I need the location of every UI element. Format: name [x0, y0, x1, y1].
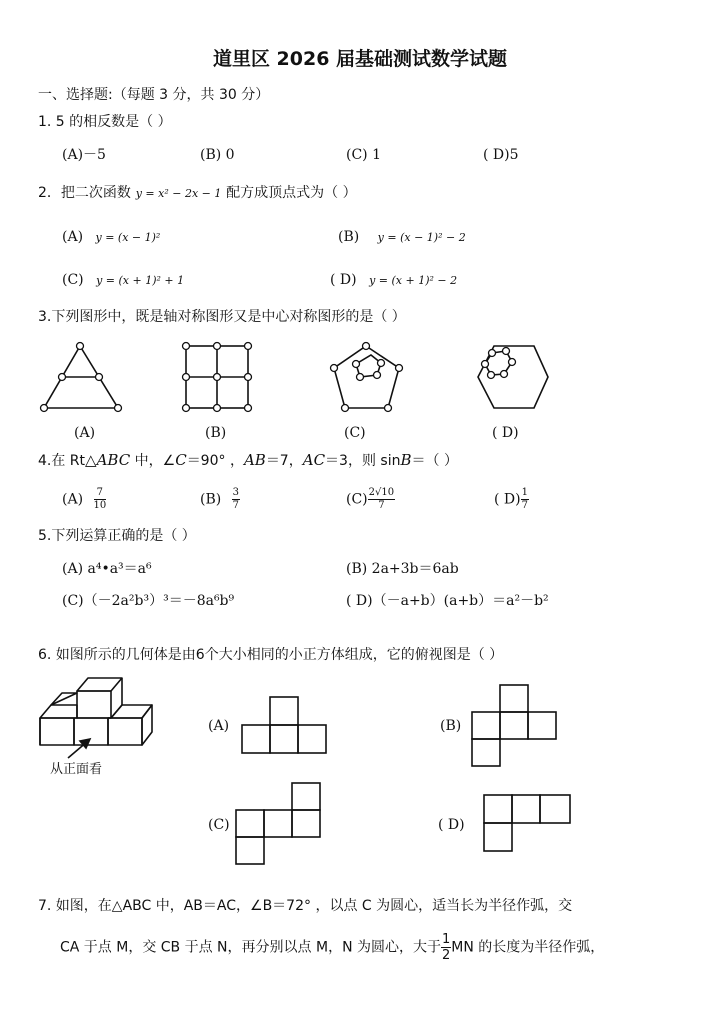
q3-figure-a	[41, 343, 122, 412]
q4-a-den: 10	[93, 500, 107, 511]
q7-half-fraction	[441, 932, 451, 963]
q4-text-5: ＝3，则 sin	[325, 453, 401, 469]
q4-option-b-label: (B)	[200, 491, 222, 508]
q2-prefix: 2．把二次函数	[38, 185, 131, 201]
q4-angle-b: B	[400, 451, 412, 469]
q3-figure-d	[478, 346, 548, 408]
q2-suffix: 配方成顶点式为（ ）	[226, 185, 357, 201]
question-4	[38, 451, 458, 470]
q6-option-d-figure	[484, 795, 570, 851]
q4-option-a	[62, 487, 106, 512]
q5-option-a: (A) a⁴•a³＝a⁶	[62, 561, 152, 577]
q4-option-d-label: ( D)	[494, 491, 521, 508]
q4-option-b-fraction	[232, 487, 240, 512]
q4-option-a-label: (A)	[62, 491, 84, 508]
q4-b-num: 3	[232, 487, 240, 498]
q2-option-b-label: (B)	[338, 229, 360, 245]
q2-option-d-expr: y = (x + 1)² − 2	[369, 274, 458, 287]
q4-angle-c: C	[175, 451, 187, 469]
q4-a-num: 7	[94, 487, 107, 500]
page-title: 道里区 2026 届基础测试数学试题	[212, 48, 508, 70]
question-6: 6. 如图所示的几何体是由6个大小相同的小正方体组成，它的俯视图是（ ）	[38, 647, 504, 663]
q3-label-a: (A)	[74, 425, 96, 441]
q2-option-a-expr: y = (x − 1)²	[95, 231, 161, 244]
q2-option-a-label: (A)	[62, 229, 84, 245]
question-3: 3.下列图形中，既是轴对称图形又是中心对称图形的是（ ）	[38, 309, 406, 325]
q4-b-den: 7	[232, 500, 240, 511]
q4-side-ac: AC	[302, 451, 326, 469]
question-7-line-2	[60, 932, 604, 963]
view-arrow-icon	[68, 739, 90, 758]
q6-option-c-figure	[236, 783, 320, 864]
q4-text-3: ＝90° ，	[186, 453, 244, 469]
section-heading: 一、选择题:（每题 3 分，共 30 分）	[38, 87, 270, 103]
front-view-label: 从正面看	[50, 762, 103, 777]
q1-option-d: ( D)5	[483, 147, 519, 163]
q4-option-b	[200, 487, 240, 512]
q4-c-den: 7	[378, 500, 385, 511]
q3-figure-c	[331, 343, 403, 412]
question-7-line-1: 7. 如图，在△ABC 中，AB＝AC，∠B＝72° ，以点 C 为圆心，适当长为半径作弧，交	[38, 898, 573, 914]
q2-function: y = x² − 2x − 1	[135, 187, 222, 200]
q3-label-c: (C)	[344, 425, 366, 441]
q4-option-d-fraction	[521, 487, 529, 512]
q4-option-d	[494, 487, 529, 512]
q6-label-b: (B)	[440, 718, 462, 734]
q1-option-b: (B) 0	[200, 147, 235, 163]
q3-figure-b	[183, 343, 252, 412]
q6-label-d: ( D)	[438, 817, 465, 833]
q4-side-ab: AB	[243, 451, 266, 469]
q2-option-b-expr: y = (x − 1)² − 2	[377, 231, 466, 244]
q4-d-num: 1	[521, 487, 528, 498]
q2-option-c-expr: y = (x + 1)² + 1	[96, 274, 185, 287]
q4-text-2: 中，∠	[130, 453, 176, 469]
q7-frac-num: 1	[442, 932, 451, 947]
q6-solid-figure	[40, 678, 152, 745]
q4-option-c-fraction	[368, 487, 395, 512]
q4-c-num: 2√10	[368, 487, 395, 498]
q6-label-c: (C)	[208, 817, 230, 833]
q5-option-d: ( D)（－a+b）(a+b）＝a²－b²	[346, 593, 549, 609]
q4-text-1: 4.在 Rt	[38, 453, 86, 469]
q2-option-d-label: ( D)	[330, 272, 357, 288]
q1-option-c: (C) 1	[346, 147, 381, 163]
q4-text-4: ＝7，	[265, 453, 303, 469]
q4-option-a-fraction	[94, 487, 107, 512]
q7-frac-den: 2	[442, 948, 451, 963]
question-5: 5.下列运算正确的是（ ）	[38, 528, 196, 544]
q6-label-a: (A)	[208, 718, 230, 734]
q2-option-c-label: (C)	[62, 272, 84, 288]
q5-option-b: (B) 2a+3b＝6ab	[346, 561, 459, 577]
question-1: 1. 5 的相反数是（ ）	[38, 114, 172, 130]
q1-option-a: (A)－5	[62, 147, 106, 163]
q4-d-den: 7	[521, 500, 528, 511]
q7-text-b: MN 的长度为半径作弧，	[451, 939, 605, 956]
q5-option-c: (C)（－2a²b³）³＝－8a⁶b⁹	[62, 593, 235, 609]
q3-label-b: (B)	[205, 425, 227, 441]
q4-text-6: ＝（ ）	[411, 453, 458, 469]
q6-option-b-figure	[472, 685, 556, 766]
q3-label-d: ( D)	[492, 425, 519, 441]
q4-triangle: △ABC	[85, 451, 131, 469]
q6-option-a-figure	[242, 697, 326, 753]
q4-option-c-label: (C)	[346, 491, 368, 508]
q7-text-a: CA 于点 M，交 CB 于点 N，再分别以点 M，N 为圆心，大于	[60, 939, 441, 956]
q4-option-c	[346, 487, 395, 512]
